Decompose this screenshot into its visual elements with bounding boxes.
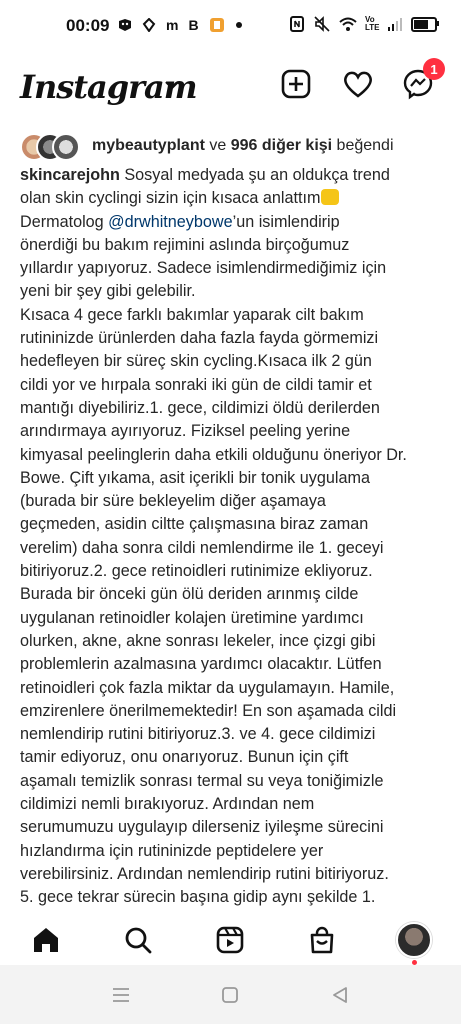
menu-icon[interactable] (112, 987, 130, 1003)
app-header (0, 58, 461, 114)
caption-line: 5. gece tekrar sürecin başına gidip aynı şekilde 1. (20, 888, 376, 907)
likes-text (92, 137, 394, 155)
liker-avatars (20, 133, 88, 159)
caption-line: Bowe. Çift yıkama, asit içerikli bir tonik uygulama (20, 468, 370, 487)
shop-tab[interactable] (304, 922, 340, 958)
search-tab[interactable] (120, 922, 156, 958)
status-bar (0, 0, 461, 56)
home-icon (31, 925, 61, 955)
caption-username[interactable]: skincarejohn (20, 166, 120, 184)
home-tab[interactable] (28, 922, 64, 958)
caption-line: olurken, akne, akne sonrası lekeler, ince çizgi gibi (20, 631, 376, 650)
caption-line: hızlandırma için rutininizde peptidelere yer (20, 841, 324, 860)
profile-avatar (396, 922, 432, 958)
caption-line: olan skin cyclingi sizin için kısaca anlattım (20, 187, 445, 210)
caption-line: verebilirsiniz. Ardından nemlendirip rutini bitiriyoruz. (20, 864, 389, 883)
nfc-icon (289, 16, 305, 32)
likes-row[interactable] (20, 133, 394, 159)
caption-line: bitiriyoruz.2. gece retinoidleri rutinimize ekliyoruz. (20, 562, 373, 581)
caption-line: hedefleyen bir süreç skin cycling.Kısaca ilk 2 gün (20, 352, 372, 371)
caption-line: kimyasal peelinglerin daha etkili olduğunu öneriyor Dr. (20, 445, 407, 464)
likes-suffix: beğendi (332, 137, 394, 154)
caption-line: Kısaca 4 gece farklı bakımlar yaparak cilt bakım (20, 305, 364, 324)
shop-icon (307, 925, 337, 955)
caption-line: yıllardır yapıyoruz. Sadece isimlendirmediğimiz için (20, 259, 387, 278)
chevron-down-icon[interactable] (165, 80, 179, 90)
caption-line: retinoidleri çok fazla miktar da uygulamayın. Hamile, (20, 678, 395, 697)
status-left-icons (118, 17, 243, 33)
mute-icon (313, 16, 331, 32)
raising-hands-emoji-icon (321, 189, 339, 205)
caption-line: uygulanan retinoidler kolajen üretimine yardımcı (20, 608, 364, 627)
profile-tab[interactable] (396, 922, 432, 958)
app-icon (209, 17, 225, 33)
status-right-icons (289, 16, 437, 32)
caption-line: cildi yor ve hırpala sonraki iki gün de cildi tamir et (20, 375, 372, 394)
caption-line: arındırmaya ayırıyoruz. Fiziksel peeling yerine (20, 422, 351, 441)
post-caption (20, 164, 445, 910)
caption-line: yeni bir şey gibi gelebilir. (20, 282, 196, 301)
caption-line: rutininizde ürünlerden daha fazla fayda görmemizi (20, 329, 379, 348)
dot-icon (235, 21, 243, 29)
volte-icon: Vo LTE (365, 15, 380, 32)
status-time: 00:09 (66, 16, 110, 35)
avatar (52, 133, 80, 161)
bottom-nav (0, 910, 461, 970)
caption-line: cildimizi nemli bırakıyoruz. Ardından nem (20, 795, 315, 814)
caption-line: serumumuzu uygulayıp dilerseniz iyileşme sürecini (20, 818, 384, 837)
instagram-logo[interactable]: Instagram (20, 68, 197, 106)
m-app-icon: m (166, 17, 179, 33)
mention-link[interactable]: @drwhitneybowe (108, 212, 233, 231)
b-app-icon: B (188, 17, 199, 33)
caption-line: skincarejohn Sosyal medyada şu an oldukça trend (20, 166, 390, 184)
mask-icon (118, 18, 132, 32)
caption-line: verelim) daha sonra cildi nemlendirme ile 1. geceyi (20, 538, 384, 557)
caption-line: Dermatolog @drwhitneybowe’un isimlendirip (20, 212, 340, 231)
likes-count[interactable]: 996 diğer kişi (230, 137, 333, 154)
caption-line: aşamalı temizlik sonrası termal su veya toniğimizle (20, 771, 384, 790)
caption-line: nemlendirip rutini bitiriyoruz.3. ve 4. gece cildimizi (20, 725, 376, 744)
reels-tab[interactable] (212, 922, 248, 958)
likes-connector: ve (204, 137, 231, 154)
heart-icon[interactable] (342, 68, 374, 100)
caption-line: mantığı diyebiliriz.1. gece, cildimizi öldü derilerden (20, 398, 380, 417)
caption-line: (burada bir süre bekleyelim diğer aşamaya (20, 492, 326, 511)
create-post-icon[interactable] (280, 68, 312, 100)
reels-icon (215, 925, 245, 955)
system-nav-bar (0, 965, 461, 1024)
back-icon[interactable] (332, 987, 348, 1003)
location-icon (142, 18, 156, 32)
caption-line: geçmeden, asidin ciltte çalışmasına biraz zaman (20, 515, 369, 534)
search-icon (123, 925, 153, 955)
home-button-icon[interactable] (222, 987, 238, 1003)
wifi-icon (339, 17, 357, 31)
caption-line: tamir ediyoruz, onu onarıyoruz. Bunun için çift (20, 748, 349, 767)
caption-line: önerdiği bu bakım rejimini aslında birçoğumuz (20, 235, 350, 254)
caption-line: problemlerin azalmasına yardımcı olacaktır. Lütfen (20, 655, 382, 674)
notification-badge: 1 (423, 58, 445, 80)
battery-icon (411, 17, 437, 32)
liker-username[interactable]: mybeautyplant (92, 137, 205, 154)
caption-line: Burada bir önceki gün ölü deriden arınmış cilde (20, 585, 359, 604)
signal-icon (387, 17, 403, 31)
caption-line: emzirenlere önerilmemektedir! En son aşamada cildi (20, 701, 397, 720)
